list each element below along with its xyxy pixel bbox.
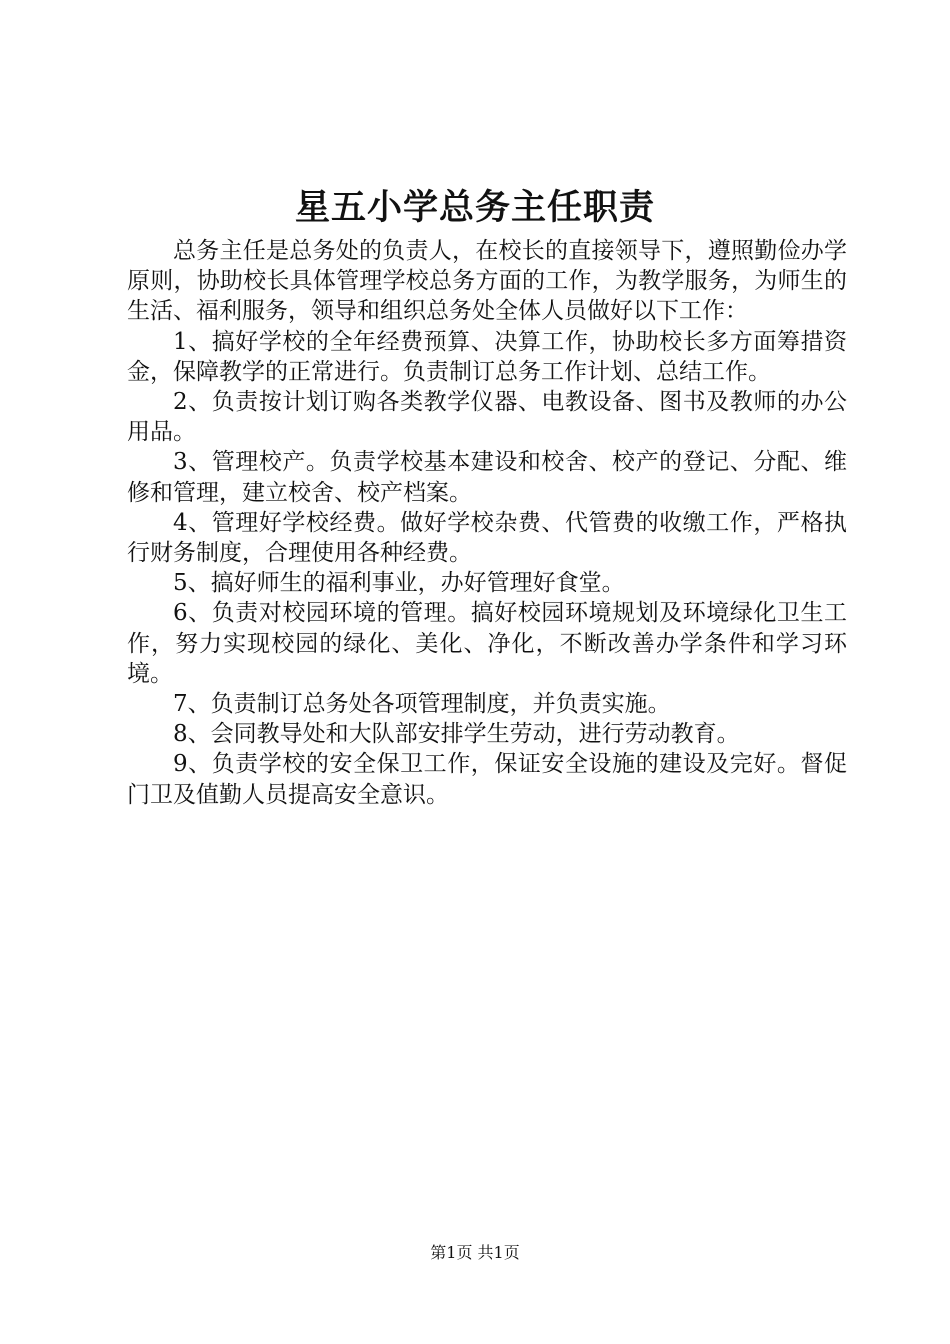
paragraph-item-8: 8、会同教导处和大队部安排学生劳动，进行劳动教育。	[173, 721, 740, 748]
paragraph-item-3: 3、管理校产。负责学校基本建设和校舍、校产的登记、分配、维修和管理，建立校舍、校产档案。	[127, 449, 847, 506]
document-body	[127, 236, 847, 810]
paragraph-item-5: 5、搞好师生的福利事业，办好管理好食堂。	[173, 570, 625, 597]
paragraph-intro: 总务主任是总务处的负责人，在校长的直接领导下，遵照勤俭办学原则，协助校长具体管理学校总务方面的工作，为教学服务，为师生的生活、福利服务，领导和组织总务处全体人员做好以下工作：	[127, 238, 847, 325]
paragraph-item-7: 7、负责制订总务处各项管理制度，并负责实施。	[173, 691, 671, 718]
page-footer: 第1页 共1页	[430, 1243, 520, 1262]
document-title: 星五小学总务主任职责	[294, 187, 655, 228]
paragraph-item-1: 1、搞好学校的全年经费预算、决算工作，协助校长多方面筹措资金，保障教学的正常进行。负责制订总务工作计划、总结工作。	[127, 328, 847, 385]
paragraph-item-9: 9、负责学校的安全保卫工作，保证安全设施的建设及完好。督促门卫及值勤人员提高安全意识。	[127, 751, 847, 808]
paragraph-item-2: 2、负责按计划订购各类教学仪器、电教设备、图书及教师的办公用品。	[127, 389, 847, 446]
paragraph-item-4: 4、管理好学校经费。做好学校杂费、代管费的收缴工作，严格执行财务制度，合理使用各种经费。	[127, 509, 847, 567]
paragraph-item-6: 6、负责对校园环境的管理。搞好校园环境规划及环境绿化卫生工作，努力实现校园的绿化、美化、净化，不断改善办学条件和学习环境。	[127, 600, 847, 687]
